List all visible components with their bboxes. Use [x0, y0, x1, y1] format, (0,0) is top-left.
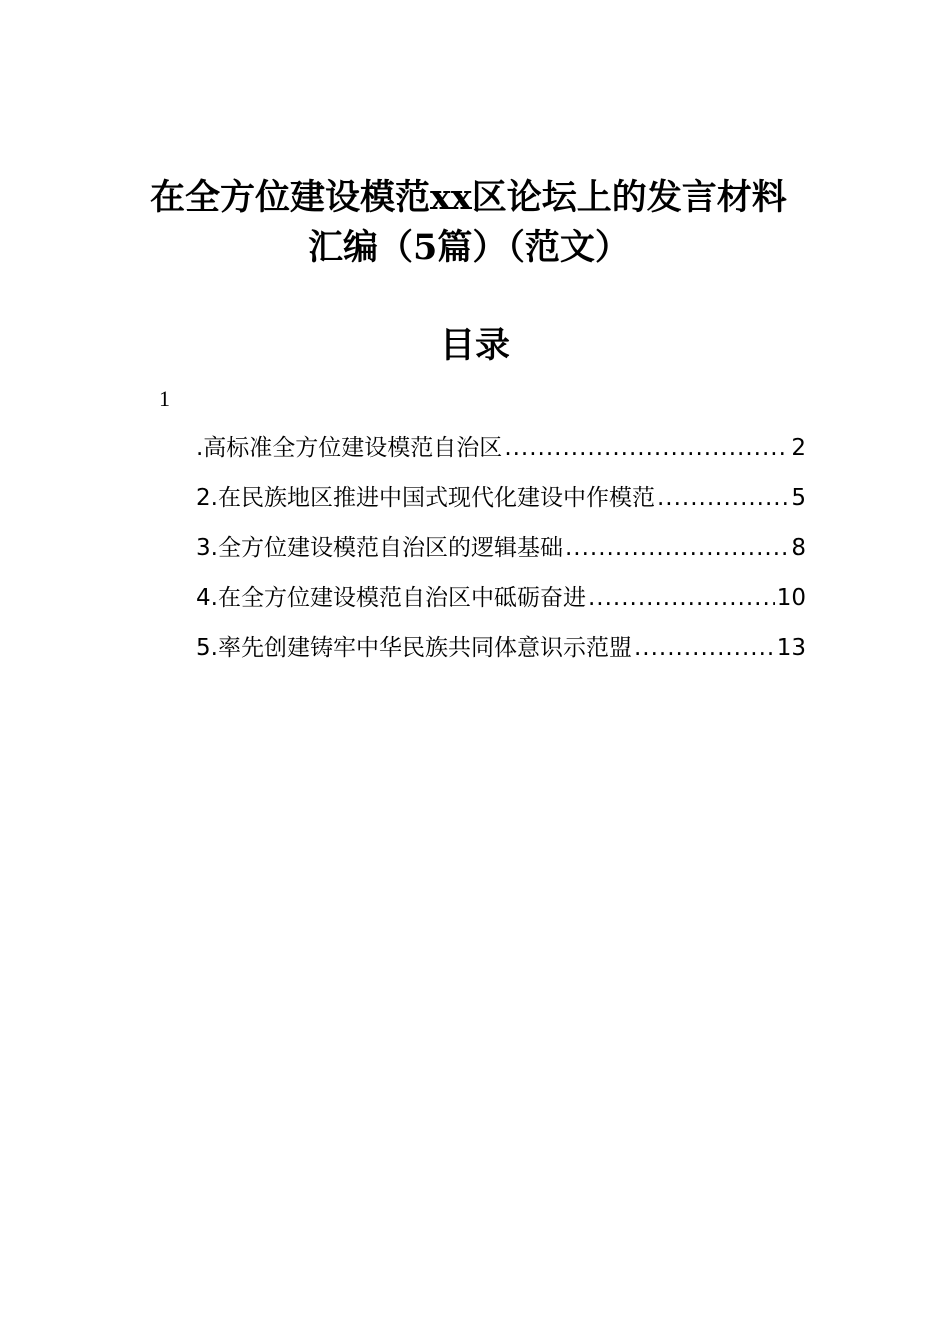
toc-entry-1[interactable]	[196, 430, 806, 480]
toc-entry-page: 8	[791, 535, 806, 561]
document-title-line-1: 在全方位建设模范xx区论坛上的发言材料	[150, 177, 787, 218]
toc-entry-4[interactable]	[196, 580, 806, 630]
toc-dot-leader	[634, 630, 775, 666]
toc-entry-title: 4.在全方位建设模范自治区中砥砺奋进	[196, 585, 586, 611]
toc-entry-title: 3.全方位建设模范自治区的逻辑基础	[196, 535, 563, 561]
toc-entry-page: 10	[776, 585, 806, 611]
toc-dot-leader	[565, 530, 789, 566]
toc-entry-2[interactable]	[196, 480, 806, 530]
table-of-contents	[196, 430, 806, 680]
toc-entry-page: 13	[776, 635, 806, 661]
toc-entry-page: 5	[791, 485, 806, 511]
toc-dot-leader	[504, 430, 789, 466]
toc-dot-leader	[588, 580, 775, 616]
toc-entry-3[interactable]	[196, 530, 806, 580]
toc-entry-title: 2.在民族地区推进中国式现代化建设中作模范	[196, 485, 655, 511]
toc-dot-leader	[657, 480, 789, 516]
toc-entry-title: 5.率先创建铸牢中华民族共同体意识示范盟	[196, 635, 632, 661]
toc-heading: 目录	[439, 325, 510, 366]
toc-entry-title: .高标准全方位建设模范自治区	[196, 435, 503, 461]
toc-entry-page: 2	[791, 435, 806, 461]
document-title-line-2: 汇编（5篇）（范文）	[308, 227, 630, 268]
stray-list-number: 1	[159, 386, 170, 411]
toc-entry-5[interactable]	[196, 630, 806, 680]
